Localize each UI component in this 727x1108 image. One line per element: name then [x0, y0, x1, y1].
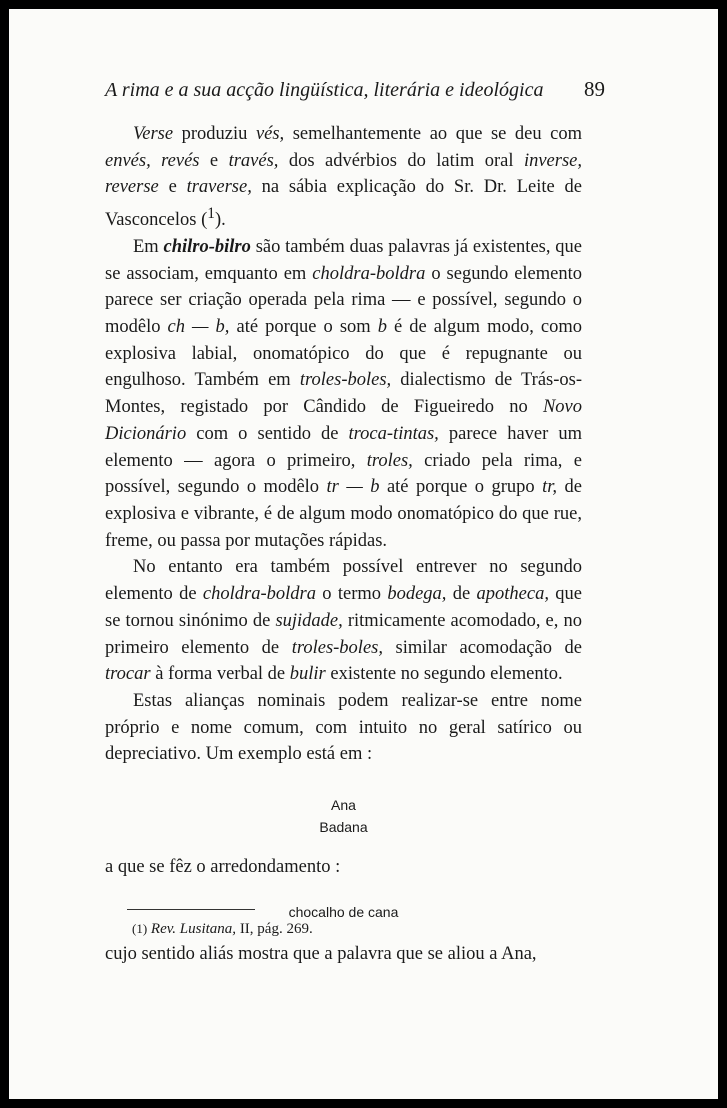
footnote-ref: 1 — [207, 205, 215, 223]
footnote-marker: (1) — [132, 921, 148, 936]
paragraph-3: No entanto era também possível entrever no segundo elemento de choldra-boldra o termo bodega, de apotheca, que se tornou sinónimo de sujidade, ritmicamente acomodado, e, no primeiro elemento de troles-boles, similar acomodação de trocar à forma verbal de bulir existente no segundo elemento. — [105, 557, 582, 685]
term: envés, revés — [105, 150, 200, 171]
term: sujidade, — [275, 610, 343, 631]
term: inverse, reverse — [105, 150, 583, 198]
paragraph-1: Verse produziu vés, semelhantemente ao que se deu com envés, revés e través, dos advérbios do latim oral inverse, reverse e traverse, na sábia explicação do Sr. Dr. Leite de Vasconcelos ($^1$). — [105, 124, 583, 231]
term: troles-boles, — [299, 370, 392, 391]
body-text — [105, 121, 582, 967]
footnote-source: Rev. Lusitana, — [150, 921, 237, 937]
paragraph-6: cujo sentido aliás mostra que a palavra que se aliou a Ana, — [105, 943, 537, 964]
term: través, — [228, 150, 279, 171]
term: troca-tintas, — [348, 423, 439, 444]
running-title: A rima e a sua acção lingüística, literária e ideológica — [105, 79, 544, 101]
term: tr — b — [326, 477, 380, 498]
term: troles-boles, — [291, 637, 383, 658]
term: traverse, — [186, 177, 252, 198]
paragraph-2: Em chilro-bilro são também duas palavras já existentes, que se associam, emquanto em choldra-boldra o segundo elemento parece ser criação operada pela rima — e possível, segundo o modêlo ch — b, até porque o som b é de algum modo, como explosiva labial, onomatópico do que é repugnante ou engulhoso. Também em troles-boles, dialectismo de Trás-os-Montes, registado por Cândido de Figueiredo no Novo Dicionário com o sentido de troca-tintas, parece haver um elemento — agora o primeiro, troles, criado pela rima, e possível, segundo o modêlo tr — b até porque o grupo tr, de explosiva e vibrante, é de algum modo onomatópico do que rue, freme, ou passa por mutações rápidas. — [105, 236, 583, 551]
term: bulir — [289, 664, 326, 685]
term: ch — b, — [167, 317, 230, 338]
term: chilro-bilro — [163, 236, 251, 257]
verse-line: chocalho de cana — [288, 903, 399, 920]
term: b — [377, 317, 387, 338]
term: choldra-boldra — [312, 263, 426, 284]
footnote-ref-text: II, pág. 269. — [236, 921, 313, 937]
verse-example-1 — [105, 794, 582, 838]
running-header — [105, 77, 605, 102]
term: Verse — [133, 124, 174, 144]
term: apotheca, — [476, 584, 549, 605]
paragraph-5: a que se fêz o arredondamento : — [105, 857, 341, 878]
footnote-divider — [127, 909, 255, 910]
page-number: 89 — [584, 77, 605, 101]
footnote — [132, 921, 313, 938]
paragraph-4: Estas alianças nominais podem realizar-se entre nome próprio e nome comum, com intuito no geral satírico ou depreciativo. Um exemplo está em : — [105, 690, 582, 765]
term: troles, — [366, 450, 413, 471]
term: choldra-boldra — [202, 584, 316, 605]
book-page — [9, 9, 718, 1099]
verse-line: Badana — [319, 819, 368, 836]
term: trocar — [105, 664, 151, 685]
verse-example-2 — [105, 901, 582, 923]
term: bodega, — [387, 584, 447, 605]
work-title: Novo Dicionário — [105, 397, 582, 444]
term: tr, — [542, 477, 558, 498]
verse-line: Ana — [331, 797, 356, 814]
term: vés, — [255, 124, 285, 144]
